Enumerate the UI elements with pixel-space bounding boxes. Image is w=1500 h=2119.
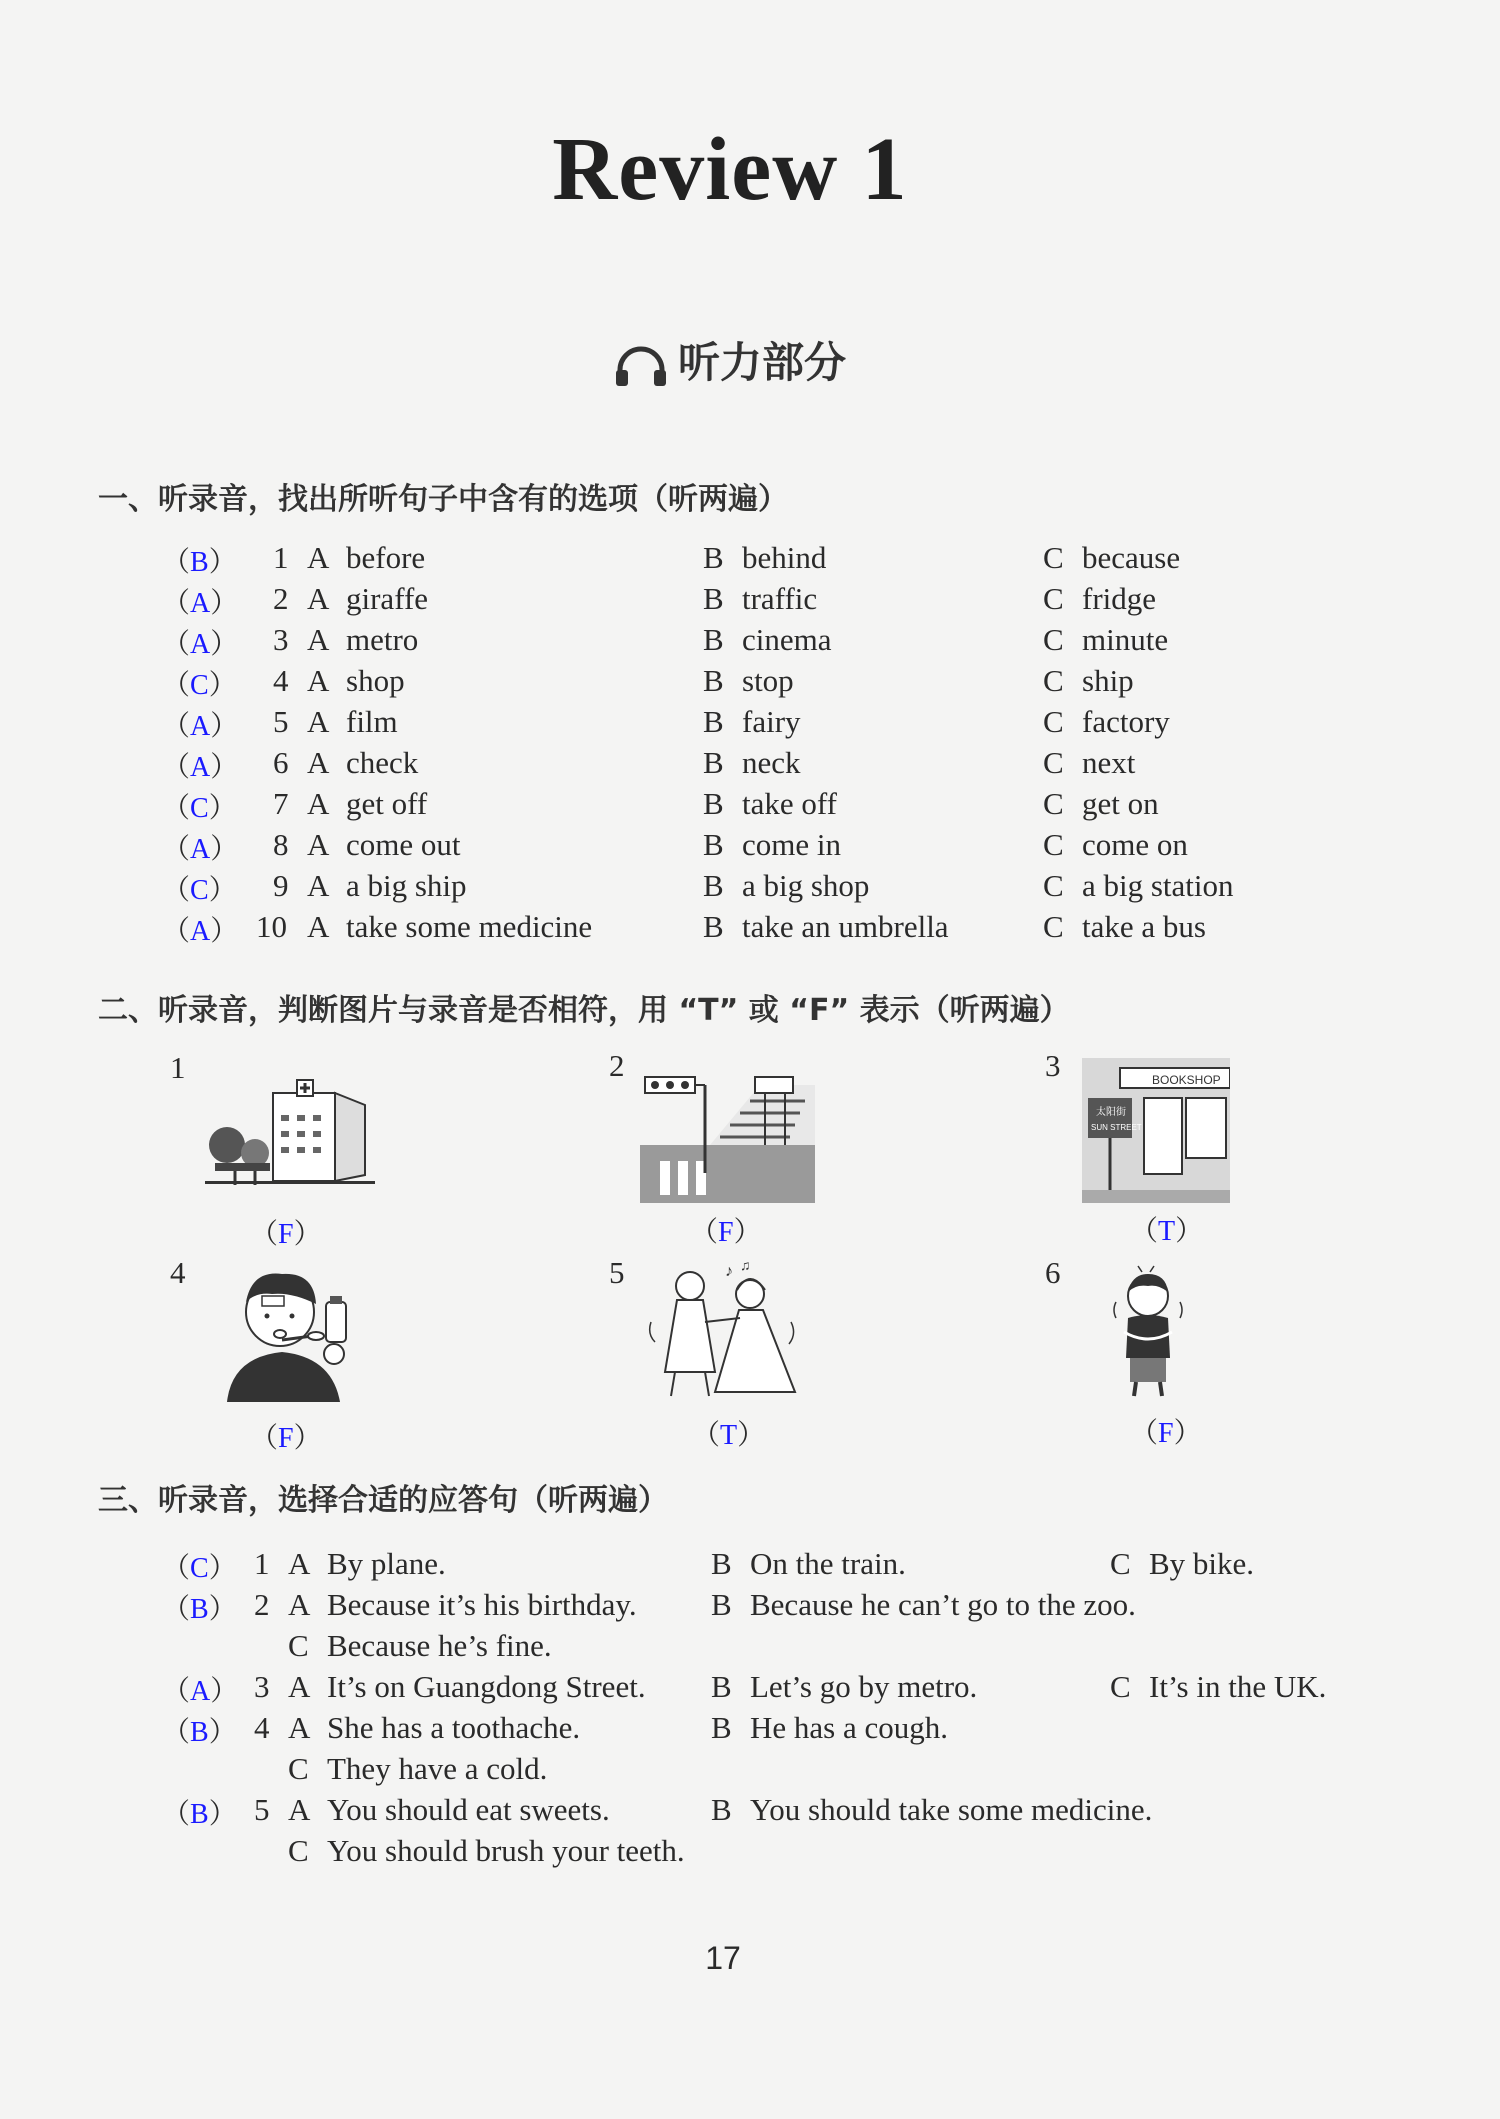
option-c-label: C [1043, 745, 1064, 780]
option-b-label: B [703, 704, 724, 739]
answer-letter: B [190, 547, 209, 578]
option-a-label: A [307, 581, 330, 616]
answer-bracket: （C） [162, 670, 237, 701]
answer-tf: （F） [690, 1217, 762, 1248]
option-c-text: minute [1082, 622, 1169, 657]
option-c-text: come on [1082, 827, 1188, 862]
option-b-label: B [711, 1587, 732, 1622]
option-a-label: A [307, 704, 330, 739]
question-row-continued [0, 1751, 1400, 1791]
part-heading-text: 听力部分 [677, 338, 846, 387]
option-a-label: A [307, 868, 330, 903]
answer-bracket: （A） [162, 834, 239, 865]
picture-number: 4 [170, 1255, 186, 1290]
option-a-label: A [288, 1546, 311, 1581]
option-a-text: take some medicine [346, 909, 593, 944]
question-number: 2 [273, 581, 289, 616]
question-number: 2 [254, 1587, 270, 1622]
option-c-label: C [1043, 786, 1064, 821]
option-b-text: Let’s go by metro. [750, 1669, 978, 1704]
option-b-label: B [703, 540, 724, 575]
option-c-text: You should brush your teeth. [327, 1833, 685, 1868]
question-row [0, 540, 1400, 580]
option-b-text: take off [742, 786, 837, 821]
question-number: 5 [254, 1792, 270, 1827]
option-b-text: He has a cough. [750, 1710, 948, 1745]
picture-number: 6 [1045, 1255, 1061, 1290]
question-row [0, 1710, 1400, 1750]
option-a-label: A [307, 540, 330, 575]
question-row [0, 786, 1400, 826]
option-c-text: because [1082, 540, 1181, 575]
answer-letter: C [190, 793, 209, 824]
option-b-label: B [703, 663, 724, 698]
option-a-text: come out [346, 827, 461, 862]
question-number: 10 [256, 909, 287, 944]
option-b-label: B [711, 1546, 732, 1581]
answer-bracket: （B） [162, 547, 237, 578]
option-a-text: By plane. [327, 1546, 446, 1581]
option-c-label: C [288, 1833, 309, 1868]
answer-bracket: （B） [162, 1799, 237, 1830]
option-c-label: C [1043, 540, 1064, 575]
section3-title: 三、听录音，选择合适的应答句（听两遍） [98, 1483, 668, 1518]
option-b-label: B [711, 1669, 732, 1704]
option-b-text: traffic [742, 581, 818, 616]
option-a-text: shop [346, 663, 405, 698]
option-a-label: A [307, 622, 330, 657]
answer-letter: C [190, 1553, 209, 1584]
answer-letter: A [190, 711, 211, 742]
answer-letter: A [190, 834, 211, 865]
option-b-text: a big shop [742, 868, 870, 903]
option-c-label: C [1043, 704, 1064, 739]
traffic-lights-crossing-icon [640, 1075, 815, 1203]
option-b-text: You should take some medicine. [750, 1792, 1153, 1827]
option-b-label: B [711, 1792, 732, 1827]
answer-bracket: （A） [162, 752, 239, 783]
option-a-text: get off [346, 786, 428, 821]
svg-text:♪: ♪ [725, 1263, 733, 1280]
option-a-text: She has a toothache. [327, 1710, 581, 1745]
option-c-label: C [1043, 909, 1064, 944]
bookshop-sign: BOOKSHOP [1152, 1073, 1221, 1087]
option-a-label: A [307, 786, 330, 821]
question-number: 1 [273, 540, 289, 575]
answer-letter: A [190, 588, 211, 619]
answer-bracket: （A） [162, 588, 239, 619]
question-row [0, 1669, 1400, 1709]
question-row [0, 622, 1400, 662]
question-row [0, 909, 1400, 949]
option-a-label: A [307, 909, 330, 944]
dancing-couple-icon [645, 1262, 800, 1400]
question-number: 8 [273, 827, 289, 862]
option-b-label: B [703, 868, 724, 903]
option-c-text: get on [1082, 786, 1159, 821]
question-row [0, 663, 1400, 703]
question-row [0, 1587, 1400, 1627]
question-row [0, 868, 1400, 908]
answer-bracket: （A） [162, 916, 239, 947]
answer-tf: （F） [250, 1219, 322, 1250]
option-c-label: C [1110, 1546, 1131, 1581]
option-a-label: A [307, 745, 330, 780]
option-b-label: B [703, 909, 724, 944]
option-b-text: behind [742, 540, 827, 575]
answer-tf: （F） [250, 1423, 322, 1454]
option-a-label: A [288, 1669, 311, 1704]
picture-number: 1 [170, 1050, 186, 1085]
answer-bracket: （A） [162, 711, 239, 742]
question-number: 4 [254, 1710, 270, 1745]
answer-letter: A [190, 1676, 211, 1707]
answer-bracket: （A） [162, 629, 239, 660]
option-b-label: B [703, 827, 724, 862]
question-number: 4 [273, 663, 289, 698]
option-c-text: take a bus [1082, 909, 1206, 944]
option-c-label: C [1110, 1669, 1131, 1704]
question-number: 7 [273, 786, 289, 821]
option-c-text: fridge [1082, 581, 1157, 616]
option-c-label: C [1043, 868, 1064, 903]
answer-letter: C [190, 670, 209, 701]
question-number: 1 [254, 1546, 270, 1581]
answer-bracket: （A） [162, 1676, 239, 1707]
option-b-text: neck [742, 745, 801, 780]
picture-number: 2 [609, 1048, 625, 1083]
listening-part-heading [0, 330, 1460, 390]
page-title: Review 1 [552, 120, 908, 219]
question-number: 3 [273, 622, 289, 657]
option-b-label: B [703, 745, 724, 780]
picture-number: 3 [1045, 1048, 1061, 1083]
option-b-label: B [703, 786, 724, 821]
option-c-label: C [1043, 663, 1064, 698]
headphones-icon [614, 344, 668, 388]
street-sign-cn: 太阳街 [1096, 1107, 1126, 1118]
option-c-text: By bike. [1149, 1546, 1255, 1581]
answer-letter: A [190, 629, 211, 660]
question-number: 3 [254, 1669, 270, 1704]
option-a-text: giraffe [346, 581, 429, 616]
option-c-label: C [288, 1628, 309, 1663]
answer-bracket: （B） [162, 1717, 237, 1748]
answer-bracket: （C） [162, 793, 237, 824]
option-a-text: You should eat sweets. [327, 1792, 610, 1827]
option-a-label: A [288, 1710, 311, 1745]
option-b-text: take an umbrella [742, 909, 949, 944]
option-b-text: fairy [742, 704, 801, 739]
option-a-text: Because it’s his birthday. [327, 1587, 637, 1622]
question-row [0, 827, 1400, 867]
option-b-label: B [703, 581, 724, 616]
option-a-label: A [288, 1587, 311, 1622]
option-b-label: B [711, 1710, 732, 1745]
answer-tf: （T） [692, 1420, 766, 1451]
page-number: 17 [705, 1940, 741, 1976]
option-a-text: a big ship [346, 868, 467, 903]
option-a-text: before [346, 540, 426, 575]
svg-text:♫: ♫ [740, 1262, 751, 1274]
section2-title: 二、听录音，判断图片与录音是否相符，用 “T” 或 “F” 表示（听两遍） [98, 993, 1070, 1028]
answer-letter: A [190, 916, 211, 947]
answer-letter: B [190, 1799, 209, 1830]
option-b-text: cinema [742, 622, 832, 657]
option-c-text: ship [1082, 663, 1134, 698]
section1-title: 一、听录音，找出所听句子中含有的选项（听两遍） [98, 482, 788, 517]
option-b-text: come in [742, 827, 841, 862]
question-row [0, 745, 1400, 785]
option-c-text: next [1082, 745, 1136, 780]
option-c-text: Because he’s fine. [327, 1628, 552, 1663]
option-c-label: C [1043, 622, 1064, 657]
question-row [0, 581, 1400, 621]
option-a-text: metro [346, 622, 419, 657]
option-a-text: It’s on Guangdong Street. [327, 1669, 646, 1704]
option-c-label: C [1043, 581, 1064, 616]
question-row [0, 1792, 1400, 1832]
option-c-text: factory [1082, 704, 1170, 739]
option-c-label: C [1043, 827, 1064, 862]
option-b-text: Because he can’t go to the zoo. [750, 1587, 1136, 1622]
hospital-icon [205, 1075, 375, 1190]
option-b-text: On the train. [750, 1546, 906, 1581]
question-row [0, 1546, 1400, 1586]
answer-letter: B [190, 1717, 209, 1748]
boy-taking-medicine-icon [222, 1262, 362, 1402]
answer-tf: （F） [1130, 1418, 1202, 1449]
question-row [0, 704, 1400, 744]
street-sign-en: SUN STREET [1091, 1123, 1142, 1132]
answer-tf: （T） [1130, 1216, 1204, 1247]
option-c-text: a big station [1082, 868, 1234, 903]
question-number: 6 [273, 745, 289, 780]
answer-bracket: （C） [162, 875, 237, 906]
answer-bracket: （B） [162, 1594, 237, 1625]
question-row-continued [0, 1628, 1400, 1668]
picture-number: 5 [609, 1255, 625, 1290]
option-c-label: C [288, 1751, 309, 1786]
option-a-label: A [307, 827, 330, 862]
option-a-text: check [346, 745, 419, 780]
option-a-label: A [288, 1792, 311, 1827]
question-number: 9 [273, 868, 289, 903]
boy-feeling-cold-icon [1108, 1262, 1188, 1402]
option-a-label: A [307, 663, 330, 698]
option-b-label: B [703, 622, 724, 657]
answer-bracket: （C） [162, 1553, 237, 1584]
question-row-continued [0, 1833, 1400, 1873]
answer-letter: B [190, 1594, 209, 1625]
bookshop-icon [1082, 1058, 1230, 1203]
question-number: 5 [273, 704, 289, 739]
option-c-text: It’s in the UK. [1149, 1669, 1327, 1704]
answer-letter: A [190, 752, 211, 783]
option-b-text: stop [742, 663, 794, 698]
option-c-text: They have a cold. [327, 1751, 548, 1786]
option-a-text: film [346, 704, 398, 739]
answer-letter: C [190, 875, 209, 906]
